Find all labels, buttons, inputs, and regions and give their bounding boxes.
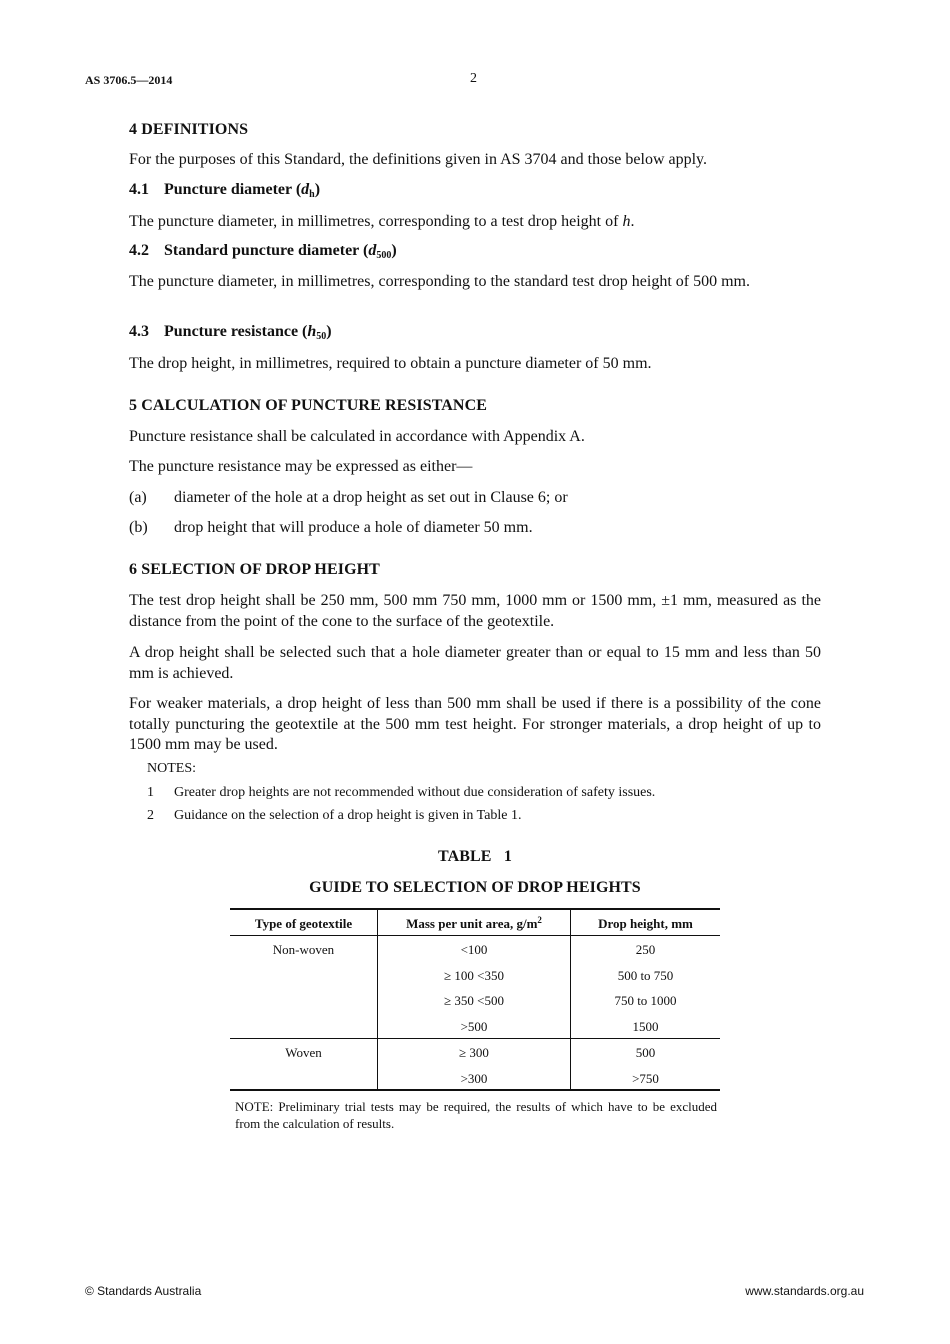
symbol: d bbox=[368, 242, 377, 259]
table-cell: Non-woven bbox=[272, 942, 335, 957]
header-text: Mass per unit area, g/m bbox=[406, 916, 538, 931]
table-cell: 250 bbox=[635, 942, 656, 957]
column-header-mass bbox=[378, 916, 570, 932]
variable: h bbox=[622, 213, 631, 230]
table-bottom-rule bbox=[230, 1089, 720, 1091]
symbol: h bbox=[307, 323, 317, 340]
definition-4-2-text: The puncture diameter, in millimetres, corresponding to the standard test drop height of 500 mm. bbox=[129, 273, 750, 290]
section-4-intro: For the purposes of this Standard, the definitions given in AS 3704 and those below apply. bbox=[129, 151, 708, 168]
column-header-type: Type of geotextile bbox=[254, 916, 353, 931]
section-6-paragraph-3: For weaker materials, a drop height of less than 500 mm shall be used if there is a possibility of the cone totally puncturing the geotextile at the 500 mm test height. For stronger materials, a drop height of up to 1500 mm may be used. bbox=[129, 695, 821, 753]
table-title: GUIDE TO SELECTION OF DROP HEIGHTS bbox=[309, 879, 641, 896]
period: . bbox=[630, 213, 635, 230]
notes-label: NOTES: bbox=[147, 761, 196, 776]
table-cell: <100 bbox=[460, 942, 488, 957]
definition-4-3-heading bbox=[129, 323, 332, 341]
symbol-subscript: 50 bbox=[316, 331, 327, 342]
table-cell: 500 to 750 bbox=[617, 968, 674, 983]
footer-copyright: © Standards Australia bbox=[85, 1284, 202, 1298]
definition-title: Puncture resistance ( bbox=[164, 323, 308, 340]
paren-close: ) bbox=[391, 242, 397, 259]
table-note: NOTE: Preliminary trial tests may be required, the results of which have to be excluded from the calculation of results. bbox=[235, 1099, 717, 1131]
list-item: drop height that will produce a hole of diameter 50 mm. bbox=[174, 519, 533, 536]
section-5-paragraph-2: The puncture resistance may be expressed as either— bbox=[129, 458, 473, 475]
table-cell: Woven bbox=[285, 1045, 322, 1060]
table-header-rule bbox=[230, 935, 720, 936]
table-cell: >750 bbox=[632, 1071, 659, 1086]
symbol-subscript: h bbox=[309, 189, 315, 200]
note-text: Greater drop heights are not recommended without due consideration of safety issues. bbox=[174, 785, 656, 800]
table-label: TABLE 1 bbox=[438, 848, 512, 865]
definition-title: Standard puncture diameter ( bbox=[164, 242, 369, 259]
footer-website: www.standards.org.au bbox=[745, 1284, 864, 1298]
clause-number: 4.2 bbox=[129, 242, 149, 259]
clause-number: 4.3 bbox=[129, 323, 149, 340]
table-cell: ≥ 350 <500 bbox=[444, 993, 504, 1008]
definition-text: The puncture diameter, in millimetres, corresponding to a test drop height of bbox=[129, 213, 623, 230]
column-header-drop: Drop height, mm bbox=[598, 916, 693, 931]
table-cell: 750 to 1000 bbox=[614, 993, 677, 1008]
section-5-heading: 5 CALCULATION OF PUNCTURE RESISTANCE bbox=[129, 397, 488, 414]
table-cell: 500 bbox=[635, 1045, 656, 1060]
list-item-label: (a) bbox=[129, 489, 147, 506]
page-number: 2 bbox=[470, 71, 477, 86]
table-cell: ≥ 100 <350 bbox=[444, 968, 504, 983]
section-6-paragraph-2: A drop height shall be selected such that a hole diameter greater than or equal to 15 mm and less than 50 mm is achieved. bbox=[129, 644, 821, 682]
table-top-rule bbox=[230, 908, 720, 910]
table-group-rule bbox=[230, 1038, 720, 1039]
clause-number: 4.1 bbox=[129, 181, 149, 198]
note-text: Guidance on the selection of a drop height is given in Table 1. bbox=[174, 808, 522, 823]
list-item-label: (b) bbox=[129, 519, 148, 536]
table-cell: ≥ 300 bbox=[459, 1045, 489, 1060]
definition-4-1-text bbox=[129, 212, 634, 233]
note-number: 2 bbox=[147, 808, 154, 823]
paren-close: ) bbox=[314, 181, 321, 198]
section-5-paragraph-1: Puncture resistance shall be calculated in accordance with Appendix A. bbox=[129, 428, 585, 445]
header-superscript: 2 bbox=[537, 915, 542, 925]
section-6-heading: 6 SELECTION OF DROP HEIGHT bbox=[129, 561, 380, 578]
table-cell: >500 bbox=[460, 1019, 488, 1034]
note-number: 1 bbox=[147, 785, 154, 800]
document-id: AS 3706.5—2014 bbox=[85, 73, 173, 87]
list-item: diameter of the hole at a drop height as set out in Clause 6; or bbox=[174, 489, 568, 506]
definition-4-3-text: The drop height, in millimetres, required to obtain a puncture diameter of 50 mm. bbox=[129, 355, 652, 372]
table-cell: >300 bbox=[460, 1071, 488, 1086]
paren-close: ) bbox=[326, 323, 332, 340]
symbol: d bbox=[301, 181, 310, 198]
definition-4-1-heading bbox=[129, 181, 320, 199]
section-4-heading: 4 DEFINITIONS bbox=[129, 121, 249, 138]
definition-4-2-heading bbox=[129, 242, 397, 260]
definition-title: Puncture diameter ( bbox=[164, 181, 302, 198]
table-cell: 1500 bbox=[632, 1019, 659, 1034]
symbol-subscript: 500 bbox=[376, 250, 392, 261]
section-6-paragraph-1: The test drop height shall be 250 mm, 500 mm 750 mm, 1000 mm or 1500 mm, ±1 mm, measured as the distance from the point of the cone to the surface of the geotextile. bbox=[129, 592, 821, 630]
